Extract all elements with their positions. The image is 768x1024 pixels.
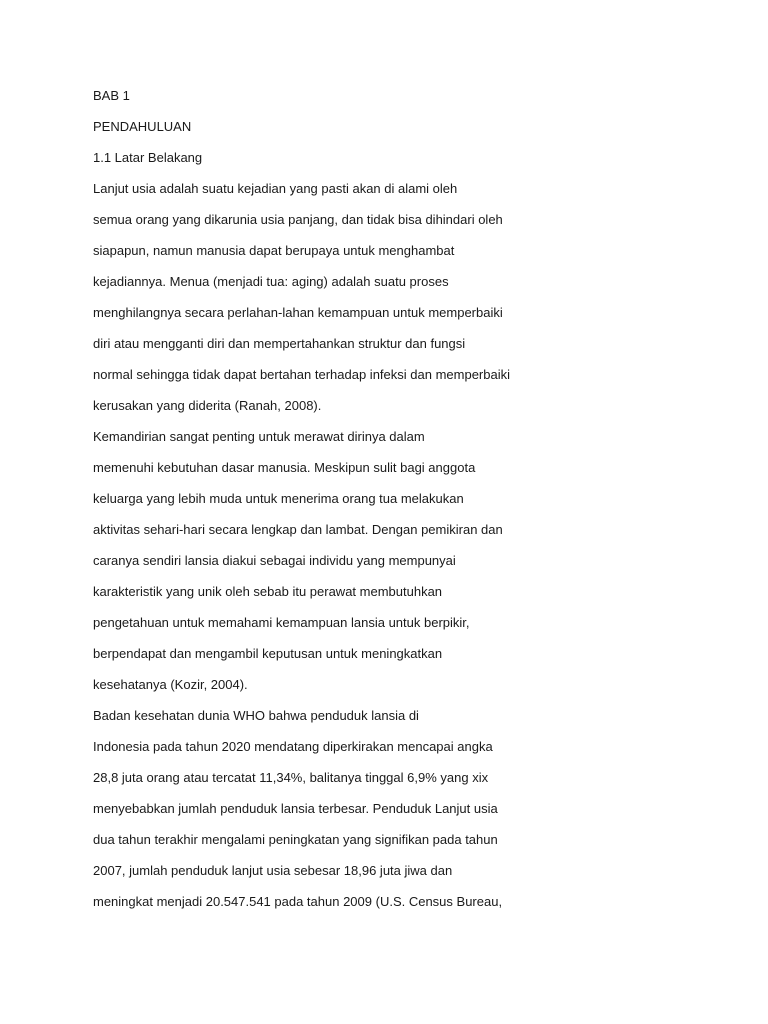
- text-line: normal sehingga tidak dapat bertahan terhadap infeksi dan memperbaiki: [93, 367, 510, 382]
- text-line: siapapun, namun manusia dapat berupaya untuk menghambat: [93, 243, 455, 258]
- text-line: semua orang yang dikarunia usia panjang, dan tidak bisa dihindari oleh: [93, 212, 503, 227]
- chapter-title: PENDAHULUAN: [93, 119, 192, 134]
- text-line: menyebabkan jumlah penduduk lansia terbesar. Penduduk Lanjut usia: [93, 801, 498, 816]
- text-line: Lanjut usia adalah suatu kejadian yang pasti akan di alami oleh: [93, 181, 458, 196]
- text-line: meningkat menjadi 20.547.541 pada tahun 2009 (U.S. Census Bureau,: [93, 894, 503, 909]
- text-line: diri atau mengganti diri dan mempertahankan struktur dan fungsi: [93, 336, 466, 351]
- text-line: kejadiannya. Menua (menjadi tua: aging) adalah suatu proses: [93, 274, 449, 289]
- text-line: karakteristik yang unik oleh sebab itu perawat membutuhkan: [93, 584, 443, 599]
- text-line: pengetahuan untuk memahami kemampuan lansia untuk berpikir,: [93, 615, 470, 630]
- document-body: [93, 86, 713, 923]
- text-line: Kemandirian sangat penting untuk merawat dirinya dalam: [93, 429, 425, 444]
- text-line: Indonesia pada tahun 2020 mendatang diperkirakan mencapai angka: [93, 739, 493, 754]
- text-line: dua tahun terakhir mengalami peningkatan yang signifikan pada tahun: [93, 832, 498, 847]
- text-line: kerusakan yang diderita (Ranah, 2008).: [93, 398, 322, 413]
- text-line: 2007, jumlah penduduk lanjut usia sebesar 18,96 juta jiwa dan: [93, 863, 453, 878]
- text-line: caranya sendiri lansia diakui sebagai individu yang mempunyai: [93, 553, 456, 568]
- text-line: berpendapat dan mengambil keputusan untuk meningkatkan: [93, 646, 443, 661]
- text-line: menghilangnya secara perlahan-lahan kemampuan untuk memperbaiki: [93, 305, 503, 320]
- section-heading: 1.1 Latar Belakang: [93, 150, 203, 165]
- chapter-number: BAB 1: [93, 88, 130, 103]
- text-line: 28,8 juta orang atau tercatat 11,34%, balitanya tinggal 6,9% yang xix: [93, 770, 489, 785]
- text-line: keluarga yang lebih muda untuk menerima orang tua melakukan: [93, 491, 464, 506]
- text-line: aktivitas sehari-hari secara lengkap dan lambat. Dengan pemikiran dan: [93, 522, 503, 537]
- text-line: kesehatanya (Kozir, 2004).: [93, 677, 248, 692]
- text-line: Badan kesehatan dunia WHO bahwa penduduk lansia di: [93, 708, 419, 723]
- text-line: memenuhi kebutuhan dasar manusia. Meskipun sulit bagi anggota: [93, 460, 476, 475]
